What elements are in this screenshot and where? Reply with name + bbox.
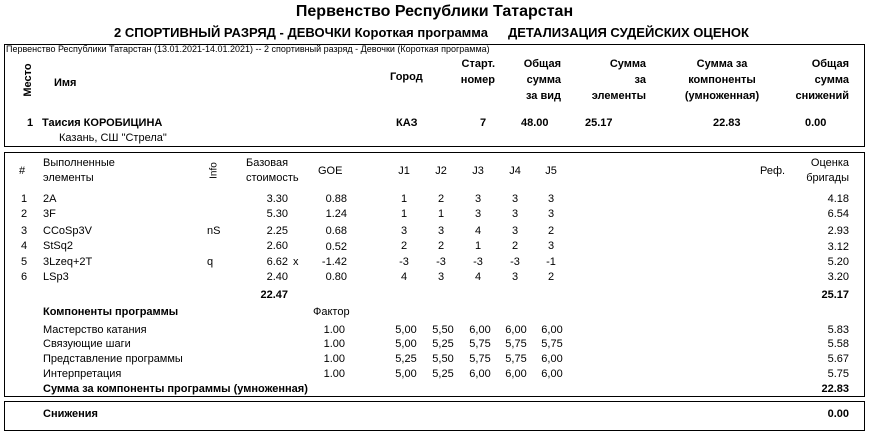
component-name: Представление программы — [43, 353, 183, 365]
score-header-1: Оценка — [810, 157, 849, 169]
element-j5: 3 — [547, 193, 555, 205]
element-name: 2A — [43, 193, 57, 205]
elements-col-header-2: элементы — [43, 172, 94, 184]
element-j1: 4 — [400, 271, 408, 283]
component-j4: 5,75 — [505, 338, 527, 350]
element-base: 5.30 — [266, 208, 288, 220]
total-header-3: за вид — [525, 90, 561, 102]
component-j1: 5,00 — [395, 368, 417, 380]
element-j3: 4 — [474, 225, 482, 237]
element-j3: 1 — [474, 240, 482, 252]
place-header: Место — [22, 63, 34, 97]
component-j5: 6,00 — [541, 353, 563, 365]
element-goe: 0.88 — [325, 193, 347, 205]
element-score: 5.20 — [827, 256, 849, 268]
element-j5: 2 — [547, 271, 555, 283]
element-num: 1 — [21, 193, 28, 205]
element-goe: 0.80 — [325, 271, 347, 283]
elements-header-2: за — [634, 74, 646, 86]
deductions-header-1: Общая — [811, 58, 849, 70]
element-num: 5 — [21, 256, 28, 268]
component-score: 5.83 — [827, 324, 849, 336]
components-title: Компоненты программы — [43, 306, 179, 318]
element-score: 6.54 — [827, 208, 849, 220]
components-header-3: (умноженная) — [684, 90, 760, 102]
components-total-score: 22.83 — [821, 383, 849, 395]
page-title: Первенство Республики Татарстан — [295, 3, 574, 20]
name-header: Имя — [54, 77, 77, 89]
base-header-2: стоимость — [246, 172, 299, 184]
element-name: 3Lzeq+2T — [43, 256, 93, 268]
component-j2: 5,25 — [432, 368, 454, 380]
element-j1: -3 — [399, 256, 409, 268]
element-j1: 1 — [400, 208, 408, 220]
element-j4: 3 — [511, 193, 519, 205]
component-score: 5.58 — [827, 338, 849, 350]
element-j1: 3 — [400, 225, 408, 237]
elements-header-1: Сумма — [609, 58, 646, 70]
element-j4: 3 — [511, 271, 519, 283]
element-j3: -3 — [473, 256, 483, 268]
info-header: Info — [208, 162, 220, 179]
ref-header: Реф. — [760, 165, 786, 177]
judge-header-4: J4 — [509, 165, 521, 177]
component-j2: 5,50 — [432, 324, 454, 336]
element-name: StSq2 — [43, 240, 73, 252]
deductions-header-2: сумма — [814, 74, 849, 86]
start-no-header-2: номер — [460, 74, 495, 86]
element-goe: 1.24 — [325, 208, 347, 220]
deductions-label: Снижения — [43, 408, 98, 420]
element-base: 3.30 — [266, 193, 288, 205]
element-j4: 3 — [511, 225, 519, 237]
component-factor: 1.00 — [323, 324, 345, 336]
component-j3: 6,00 — [469, 368, 491, 380]
deductions-header-3: снижений — [795, 90, 849, 102]
deductions-box — [4, 401, 865, 431]
report-title: ДЕТАЛИЗАЦИЯ СУДЕЙСКИХ ОЦЕНОК — [508, 25, 749, 40]
component-factor: 1.00 — [323, 368, 345, 380]
skater-club: Казань, СШ "Стрела" — [59, 132, 167, 144]
element-j1: 1 — [400, 193, 408, 205]
elements-header-3: элементы — [591, 90, 646, 102]
element-j2: 3 — [437, 225, 445, 237]
component-j5: 6,00 — [541, 324, 563, 336]
element-j5: 3 — [547, 240, 555, 252]
component-j5: 6,00 — [541, 368, 563, 380]
component-j4: 6,00 — [505, 324, 527, 336]
element-base: 2.60 — [266, 240, 288, 252]
element-num: 3 — [21, 225, 28, 237]
total-header-2: сумма — [526, 74, 561, 86]
element-j2: 1 — [437, 208, 445, 220]
component-name: Связующие шаги — [43, 338, 131, 350]
element-info: nS — [207, 225, 221, 237]
element-base: 6.62 — [266, 256, 288, 268]
num-header: # — [19, 165, 26, 177]
component-j2: 5,25 — [432, 338, 454, 350]
skater-elements: 25.17 — [585, 117, 613, 129]
element-num: 2 — [21, 208, 28, 220]
component-name: Интерпретация — [43, 368, 122, 380]
elements-col-header-1: Выполненные — [43, 157, 115, 169]
goe-header: GOE — [318, 165, 343, 177]
element-goe: 0.52 — [325, 241, 347, 253]
component-j3: 6,00 — [469, 324, 491, 336]
component-factor: 1.00 — [323, 353, 345, 365]
score-header-2: бригады — [806, 172, 849, 184]
judge-header-5: J5 — [545, 165, 557, 177]
judge-header-1: J1 — [398, 165, 410, 177]
element-j5: 2 — [547, 225, 555, 237]
element-mark: x — [293, 256, 299, 268]
component-j3: 5,75 — [469, 353, 491, 365]
elements-score-total: 25.17 — [821, 289, 849, 301]
skater-components: 22.83 — [713, 117, 741, 129]
element-name: 3F — [43, 208, 56, 220]
element-name: CCoSp3V — [43, 225, 92, 237]
components-total-label: Сумма за компоненты программы (умноженная) — [43, 383, 308, 395]
element-j5: 3 — [547, 208, 555, 220]
component-j4: 6,00 — [505, 368, 527, 380]
component-factor: 1.00 — [323, 338, 345, 350]
component-j1: 5,25 — [395, 353, 417, 365]
total-header-1: Общая — [523, 58, 561, 70]
component-j1: 5,00 — [395, 338, 417, 350]
element-score: 3.20 — [827, 271, 849, 283]
components-header-2: компоненты — [688, 74, 756, 86]
element-goe: -1.42 — [321, 256, 347, 268]
element-j3: 4 — [474, 271, 482, 283]
deductions-score: 0.00 — [827, 408, 849, 420]
skater-total: 48.00 — [521, 117, 549, 129]
component-score: 5.75 — [827, 368, 849, 380]
element-j4: -3 — [510, 256, 520, 268]
skater-city: КАЗ — [396, 117, 418, 129]
element-base: 2.25 — [266, 225, 288, 237]
component-j3: 5,75 — [469, 338, 491, 350]
component-j4: 5,75 — [505, 353, 527, 365]
element-j3: 3 — [474, 193, 482, 205]
category-title: 2 СПОРТИВНЫЙ РАЗРЯД - ДЕВОЧКИ Короткая программа — [114, 25, 488, 40]
start-no-header-1: Старт. — [461, 58, 495, 70]
element-num: 4 — [21, 240, 28, 252]
skater-deductions: 0.00 — [805, 117, 827, 129]
factor-header: Фактор — [313, 306, 350, 318]
element-score: 3.12 — [827, 241, 849, 253]
element-j2: 2 — [437, 240, 445, 252]
element-info: q — [207, 256, 214, 268]
element-j4: 2 — [511, 240, 519, 252]
skater-name: Таисия КОРОБИЦИНА — [42, 117, 163, 129]
component-j1: 5,00 — [395, 324, 417, 336]
element-num: 6 — [21, 271, 28, 283]
element-j1: 2 — [400, 240, 408, 252]
component-j2: 5,50 — [432, 353, 454, 365]
skater-place: 1 — [27, 117, 34, 129]
element-j2: 3 — [437, 271, 445, 283]
city-header: Город — [390, 71, 423, 83]
element-name: LSp3 — [43, 271, 69, 283]
components-header-1: Сумма за — [696, 58, 748, 70]
element-base: 2.40 — [266, 271, 288, 283]
judge-header-3: J3 — [472, 165, 484, 177]
element-j2: -3 — [436, 256, 446, 268]
component-j5: 5,75 — [541, 338, 563, 350]
element-score: 2.93 — [827, 225, 849, 237]
element-score: 4.18 — [827, 193, 849, 205]
component-score: 5.67 — [827, 353, 849, 365]
judge-header-2: J2 — [435, 165, 447, 177]
base-header-1: Базовая — [246, 157, 289, 169]
element-j2: 2 — [437, 193, 445, 205]
element-goe: 0.68 — [325, 225, 347, 237]
skater-start-no: 7 — [480, 117, 487, 129]
element-j4: 3 — [511, 208, 519, 220]
element-j3: 3 — [474, 208, 482, 220]
component-name: Мастерство катания — [43, 324, 147, 336]
element-j5: -1 — [546, 256, 556, 268]
elements-base-total: 22.47 — [260, 289, 288, 301]
event-line: Первенство Республики Татарстан (13.01.2021-14.01.2021) -- 2 спортивный разряд - Девочки (Короткая программа) — [6, 44, 490, 54]
